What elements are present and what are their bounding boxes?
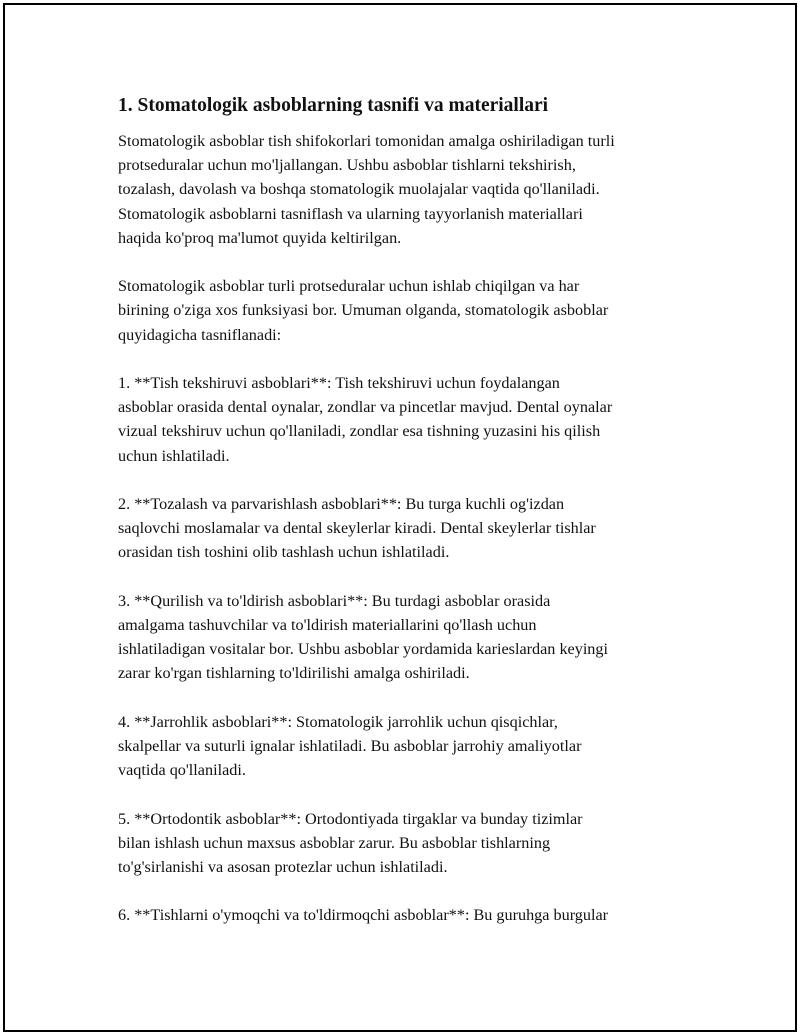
paragraph	[118, 807, 698, 880]
document-title: 1. Stomatologik asboblarning tasnifi va materiallari	[118, 95, 549, 116]
document-body	[118, 93, 698, 952]
text-line: haqida ko'proq ma'lumot quyida keltirilgan.	[118, 228, 402, 247]
text-line: to'g'sirlanishi va asosan protezlar uchun ishlatiladi.	[118, 858, 448, 876]
text-line: 1. **Tish tekshiruvi asboblari**: Tish tekshiruvi uchun foydalangan	[118, 374, 560, 392]
text-line: 3. **Qurilish va to'ldirish asboblari**: Bu turdagi asboblar orasida	[118, 591, 551, 610]
text-line: Stomatologik asboblar turli protseduralar uchun ishlab chiqilgan va har	[118, 277, 580, 296]
text-line: saqlovchi moslamalar va dental skeylerlar kiradi. Dental skeylerlar tishlar	[118, 519, 596, 538]
text-line: skalpellar va suturli ignalar ishlatiladi. Bu asboblar jarrohiy amaliyotlar	[118, 737, 582, 755]
text-line: quyidagicha tasniflanadi:	[118, 325, 282, 344]
text-line: 2. **Tozalash va parvarishlash asboblari**: Bu turga kuchli og'izdan	[118, 495, 565, 513]
text-line: Stomatologik asboblarni tasniflash va ularning tayyorlanish materiallari	[118, 204, 583, 223]
paragraph	[118, 903, 698, 927]
paragraph	[118, 274, 698, 347]
paragraph	[118, 589, 698, 686]
text-line: protseduralar uchun mo'ljallangan. Ushbu asboblar tishlarni tekshirish,	[118, 156, 576, 175]
paragraph-list	[118, 129, 698, 928]
paragraph	[118, 129, 698, 250]
text-line: Stomatologik asboblar tish shifokorlari tomonidan amalga oshiriladigan turli	[118, 132, 615, 150]
paragraph	[118, 371, 698, 468]
text-line: asboblar orasida dental oynalar, zondlar va pincetlar mavjud. Dental oynalar	[118, 398, 613, 417]
text-line: 5. **Ortodontik asboblar**: Ortodontiyada tirgaklar va bunday tizimlar	[118, 809, 583, 828]
text-line: uchun ishlatiladi.	[118, 446, 230, 465]
paragraph	[118, 492, 698, 565]
text-line: tozalash, davolash va boshqa stomatologik muolajalar vaqtida qo'llaniladi.	[118, 180, 600, 199]
text-line: zarar ko'rgan tishlarning to'ldirilishi amalga oshiriladi.	[118, 664, 470, 683]
text-line: 4. **Jarrohlik asboblari**: Stomatologik jarrohlik uchun qisqichlar,	[118, 712, 558, 731]
paragraph	[118, 710, 698, 783]
text-line: ishlatiladigan vositalar bor. Ushbu asboblar yordamida karieslardan keyingi	[118, 640, 608, 659]
text-line: orasidan tish toshini olib tashlash uchun ishlatiladi.	[118, 543, 450, 562]
text-line: amalgama tashuvchilar va to'ldirish materiallarini qo'llash uchun	[118, 616, 537, 634]
text-line: vizual tekshiruv uchun qo'llaniladi, zondlar esa tishning yuzasini his qilish	[118, 422, 601, 441]
text-line: bilan ishlash uchun maxsus asboblar zarur. Bu asboblar tishlarning	[118, 833, 551, 852]
text-line: vaqtida qo'llaniladi.	[118, 761, 246, 780]
text-line: 6. **Tishlarni o'ymoqchi va to'ldirmoqchi asboblar**: Bu guruhga burgular	[118, 906, 609, 925]
text-line: birining o'ziga xos funksiyasi bor. Umuman olganda, stomatologik asboblar	[118, 301, 609, 320]
